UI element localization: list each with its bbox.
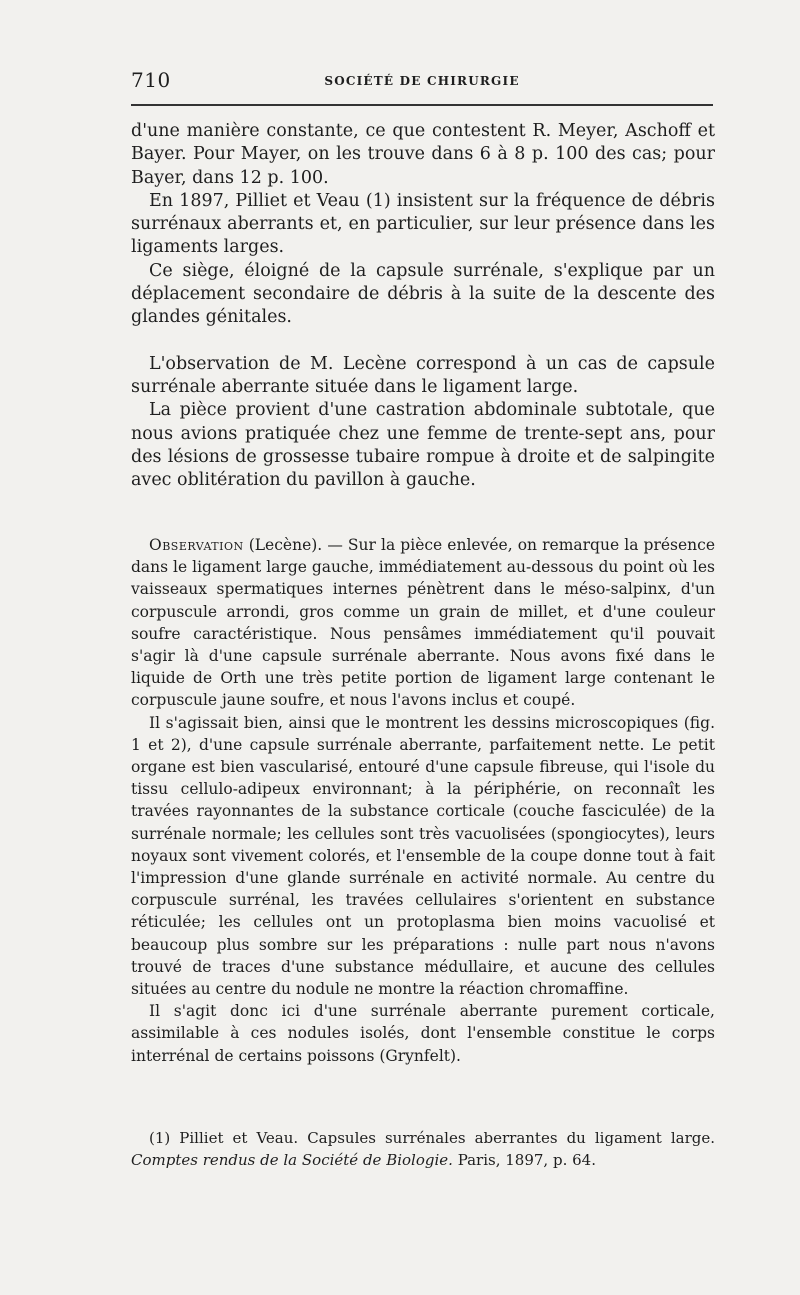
footnote-text (131, 1128, 715, 1171)
observation-paragraph-1 (131, 534, 715, 712)
observation-heading: Observation (149, 536, 244, 554)
footnote-lead: (1) Pilliet et Veau. Capsules surrénales aberrantes du ligament large. (149, 1129, 715, 1147)
paragraph-1: d'une manière constante, ce que contestent R. Meyer, Aschoff et Bayer. Pour Mayer, on les trouve dans 6 à 8 p. 100 des cas; pour Bayer, dans 12 p. 100. (131, 121, 715, 188)
paragraph-3: Ce siège, éloigné de la capsule surrénale, s'explique par un déplacement secondaire de débris à la suite de la descente des glandes génitales. (131, 260, 715, 328)
observation-paragraph-3: Il s'agit donc ici d'une surrénale aberrante purement corticale, assimilable à ces nodules isolés, dont l'ensemble constitue le corps interrénal de certains poissons (Grynfelt). (131, 1002, 715, 1065)
paragraph-5: La pièce provient d'une castration abdominale subtotale, que nous avions pratiquée chez une femme de trente-sept ans, pour des lésions de grossesse tubaire rompue à droite et de salpingite avec oblitération du pavillon à gauche. (131, 400, 715, 491)
footnote-journal: Comptes rendus de la Société de Biologie. (131, 1150, 453, 1169)
page-number: 710 (131, 68, 171, 92)
paragraph-4: L'observation de M. Lecène correspond à un cas de capsule surrénale aberrante située dans le ligament large. (131, 353, 715, 397)
paragraph-2: En 1897, Pilliet et Veau (1) insistent sur la fréquence de débris surrénaux aberrants et, en particulier, sur leur présence dans les ligaments larges. (131, 190, 715, 258)
running-title: SOCIÉTÉ DE CHIRURGIE (324, 74, 520, 88)
footnote-tail: Paris, 1897, p. 64. (452, 1150, 596, 1169)
header-rule (131, 104, 713, 106)
main-text (131, 120, 715, 492)
footnote (131, 1128, 715, 1171)
observation-text-1: (Lecène). — Sur la pièce enlevée, on remarque la présence dans le ligament large gauche, immédiatement au-dessous du point où les vaisseaux spermatiques internes pénètrent dans le méso-salpinx, d'un corpuscule arrondi, gros comme un grain de millet, et d'une couleur soufre caractéristique. Nous pensâmes immédiatement qu'il pouvait s'agir là d'une capsule surrénale aberrante. Nous avons fixé dans le liquide de Orth une très petite portion de ligament large contenant le corpuscule jaune soufre, et nous l'avons inclus et coupé. (131, 536, 715, 710)
observation-paragraph-2: Il s'agissait bien, ainsi que le montrent les dessins microscopiques (fig. 1 et 2), d'une capsule surrénale aberrante, parfaitement nette. Le petit organe est bien vascularisé, entouré d'une capsule fibreuse, qui l'isole du tissu cellulo-adipeux environnant; à la périphérie, on reconnaît les travées rayonnantes de la substance corticale (couche fasciculée) de la surrénale normale; les cellules sont très vacuolisées (spongiocytes), leurs noyaux sont vivement colorés, et l'ensemble de la coupe donne tout à fait l'impression d'une glande surrénale en activité normale. Au centre du corpuscule surrénal, les travées cellulaires s'orientent en substance réticulée; les cellules ont un protoplasma bien moins vacuolisé et beaucoup plus sombre sur les préparations : nulle part nous n'avons trouvé de traces d'une substance médullaire, et aucune des cellules situées au centre du nodule ne montre la réaction chromaffine. (131, 713, 715, 999)
observation-section (131, 534, 715, 1067)
page-header (131, 68, 713, 98)
